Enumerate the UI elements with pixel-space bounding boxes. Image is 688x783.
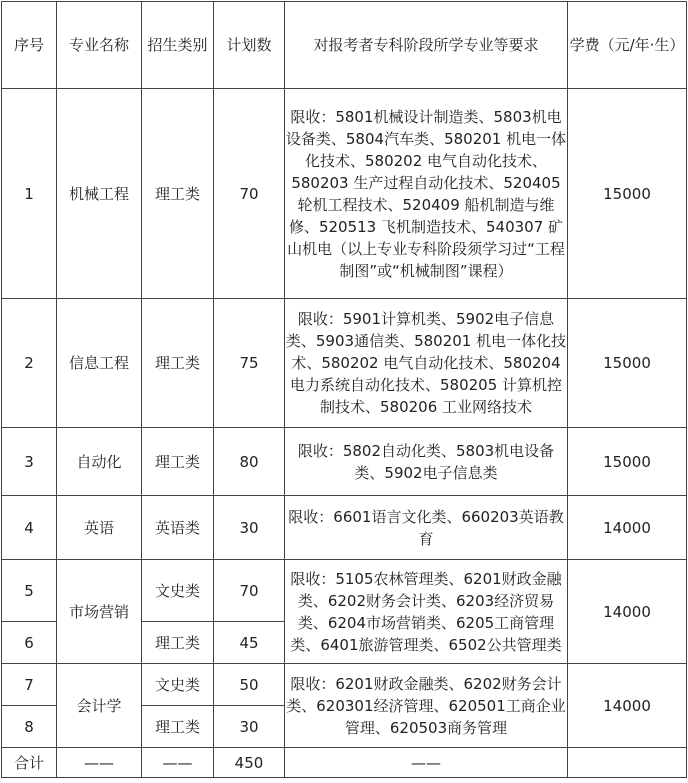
row-major: 自动化 [57,428,142,496]
row-major: 信息工程 [57,299,142,428]
total-label: 合计 [2,748,57,778]
enrollment-plan-table [1,1,687,778]
row-category: 英语类 [142,496,214,560]
row-category: 理工类 [142,299,214,428]
row-seq: 3 [2,428,57,496]
row-plan: 30 [214,706,285,748]
row-category: 文史类 [142,664,214,706]
row-plan: 45 [214,622,285,664]
row-category: 理工类 [142,89,214,299]
row-seq: 2 [2,299,57,428]
row-category: 理工类 [142,622,214,664]
row-requirement: 限收：6201财政金融类、6202财务会计类、620301经济管理、620501工商企业管理、620503商务管理 [285,664,568,748]
header-seq: 序号 [2,2,57,89]
table-row [2,664,687,706]
total-fee [568,748,687,778]
row-major: 市场营销 [57,560,142,664]
header-fee: 学费（元/年·生） [568,2,687,89]
row-major: 机械工程 [57,89,142,299]
header-plan: 计划数 [214,2,285,89]
row-plan: 30 [214,496,285,560]
row-seq: 6 [2,622,57,664]
row-major: 英语 [57,496,142,560]
row-fee: 14000 [568,560,687,664]
row-fee: 15000 [568,89,687,299]
row-plan: 80 [214,428,285,496]
row-seq: 5 [2,560,57,622]
row-requirement: 限收：5801机械设计制造类、5803机电设备类、5804汽车类、580201 机电一体化技术、580202 电气自动化技术、580203 生产过程自动化技术、520405 轮机工程技术、520409 船机制造与维修、520513 飞机制造技术、540307 矿山机电（以上专业专科阶段须学习过“工程制图”或“机械制图”课程） [285,89,568,299]
row-seq: 1 [2,89,57,299]
row-major: 会计学 [57,664,142,748]
total-row [2,748,687,778]
row-plan: 75 [214,299,285,428]
table-row [2,89,687,299]
row-plan: 50 [214,664,285,706]
row-category: 理工类 [142,706,214,748]
row-fee: 15000 [568,428,687,496]
table-row [2,428,687,496]
row-requirement: 限收：5901计算机类、5902电子信息类、5903通信类、580201 机电一体化技术、580202 电气自动化技术、580204 电力系统自动化技术、580205 计算机控制技术、580206 工业网络技术 [285,299,568,428]
row-category: 文史类 [142,560,214,622]
total-plan: 450 [214,748,285,778]
row-seq: 7 [2,664,57,706]
total-major-dash: —— [57,748,142,778]
row-seq: 4 [2,496,57,560]
total-category-dash: —— [142,748,214,778]
table-row [2,496,687,560]
header-major: 专业名称 [57,2,142,89]
row-plan: 70 [214,560,285,622]
table-header-row [2,2,687,89]
row-category: 理工类 [142,428,214,496]
row-requirement: 限收：6601语言文化类、660203英语教育 [285,496,568,560]
row-fee: 14000 [568,496,687,560]
row-seq: 8 [2,706,57,748]
header-requirement: 对报考者专科阶段所学专业等要求 [285,2,568,89]
row-plan: 70 [214,89,285,299]
row-fee: 15000 [568,299,687,428]
header-category: 招生类别 [142,2,214,89]
table-row [2,299,687,428]
total-requirement-dash: —— [285,748,568,778]
row-requirement: 限收：5802自动化类、5803机电设备类、5902电子信息类 [285,428,568,496]
row-requirement: 限收：5105农林管理类、6201财政金融类、6202财务会计类、6203经济贸易类、6204市场营销类、6205工商管理类、6401旅游管理类、6502公共管理类 [285,560,568,664]
row-fee: 14000 [568,664,687,748]
table-row [2,560,687,622]
